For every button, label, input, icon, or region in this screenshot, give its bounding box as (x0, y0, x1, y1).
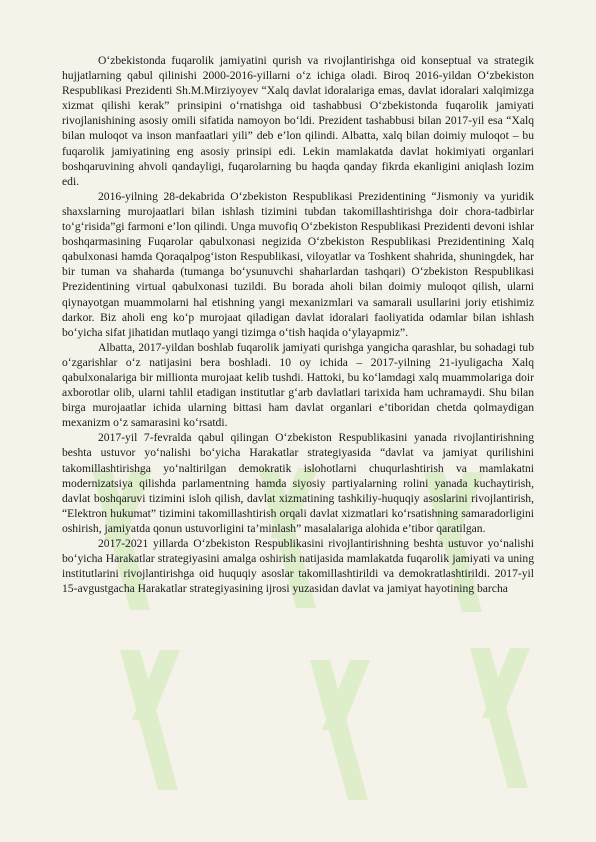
paragraph-1: O‘zbekistonda fuqarolik jamiyatini qurish va rivojlantirishga oid konseptual va strategik hujjatlarning qabul qilinishi 2000-2016-yillarni o‘z ichiga oladi. Biroq 2016-yildan O‘zbekiston Respublikasi Prezidenti Sh.M.Mirziyoyev “Xalq davlat idoralariga emas, davlat idoralari xalqimizga xizmat qilishi kerak” prinsipini o‘rnatishga oid tashabbusi O‘zbekistonda fuqarolik jamiyati rivojlanishining asosiy omili sifatida namoyon bo‘ldi. Prezident tashabbusi bilan 2017-yil esa “Xalq bilan muloqot va inson manfaatlari yili” deb e’lon qilindi. Albatta, xalq bilan doimiy muloqot – bu fuqarolik jamiyatining eng asosiy prinsipi edi. Lekin mamlakatda davlat hokimiyati organlari boshqaruvining ahvoli qandayligi, fuqarolarning bu haqda qanday fikrda ekanligini aniqlash lozim edi. (62, 54, 534, 188)
document-body (62, 53, 534, 596)
paragraph-4: 2017-yil 7-fevralda qabul qilingan O‘zbekiston Respublikasini yanada rivojlantirishning beshta ustuvor yo‘nalishi bo‘yicha Harakatlar strategiyasida “davlat va jamiyat qurilishini takomillashtirishga yo‘naltirilgan demokratik islohotlarni chuqurlashtirish va mamlakatni modernizatsiya qilishda parlamentning hamda siyosiy partiyalarning rolini yanada kuchaytirish, davlat boshqaruvi tizimini isloh qilish, davlat xizmatining tashkiliy-huquqiy asoslarini rivojlantirish, “Elektron hukumat” tizimini takomillashtirish orqali davlat xizmatlari ko‘rsatishning samaradorligini oshirish, jamiyatda qonun ustuvorligini ta’minlash” masalalariga alohida e’tibor qaratilgan. (62, 431, 534, 535)
paragraph-3: Albatta, 2017-yildan boshlab fuqarolik jamiyati qurishga yangicha qarashlar, bu sohadagi tub o‘zgarishlar o‘z natijasini bera boshladi. 10 oy ichida – 2017-yilning 21-iyuligacha Xalq qabulxonalariga bir millionta murojaat kelib tushdi. Hattoki, bu ko‘lamdagi xalq muammolariga doir axborotlar olib, ularni tahlil etadigan institutlar g‘arb davlatlari tarixida ham uchramaydi. Shu bilan birga murojaatlar ichida ularning bittasi ham davlat organlari e’tiboridan chetda qolmaydigan mexanizm o‘z samarasini ko‘rsatdi. (62, 340, 534, 430)
paragraph-5: 2017-2021 yillarda O‘zbekiston Respublikasini rivojlantirishning beshta ustuvor yo‘nalishi bo‘yicha Harakatlar strategiyasini amalga oshirish natijasida mamlakatda fuqarolik jamiyati va uning institutlarini rivojlantirishga oid huquqiy asoslar takomillashtirildi va demokratlashtirildi. 2017-yil 15-avgustgacha Harakatlar strategiyasining ijrosi yuzasidan davlat va jamiyat hayotining barcha (62, 537, 534, 596)
paragraph-2: 2016-yilning 28-dekabrida O‘zbekiston Respublikasi Prezidentining “Jismoniy va yuridik shaxslarning murojaatlari bilan ishlash tizimini tubdan takomillashtirishga doir chora-tadbirlar to‘g‘risida”gi farmoni e’lon qilindi. Unga muvofiq O‘zbekiston Respublikasi Prezidenti devoni ishlar boshqarmasining Fuqarolar qabulxonasi negizida O‘zbekiston Respublikasi Prezidentining Xalq qabulxonasi hamda Qoraqalpog‘iston Respublikasi, viloyatlar va Toshkent shahrida, shuningdek, har bir tuman va shaharda (tumanga bo‘ysunuvchi shaharlardan tashqari) O‘zbekiston Respublikasi Prezidentining virtual qabulxonasi tuzildi. Bu borada aholi bilan doimiy muloqot qilish, ularni qiynayotgan muammolarni hal etishning yangi mexanizmlari va samarali usullarini joriy etishimiz darkor. Biz aholi eng ko‘p murojaat qiladigan davlat idoralari faoliyatida odamlar bilan ishlash bo‘yicha sifat jihatidan mutlaqo yangi tizimga o‘tish haqida o‘ylayapmiz”. (62, 189, 534, 339)
